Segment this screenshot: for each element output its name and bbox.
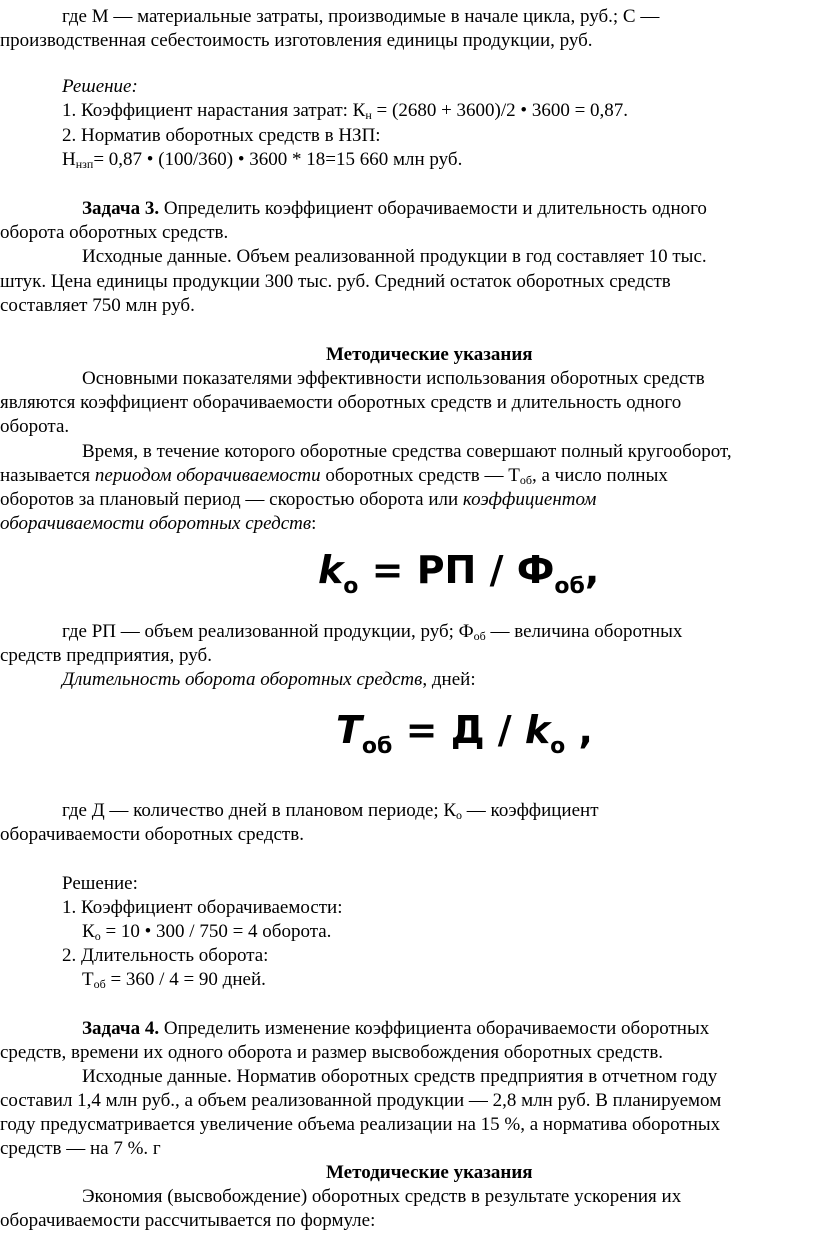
formula-turnover-ratio: $k_o$ = РП / $Ф_{об}$, [318, 548, 600, 599]
solution-step-3: $Н_{нзп}= 0,87$ • (100/360) • 3600 * 18=15 660 млн руб. [62, 149, 463, 171]
solution-step-1: 1. Коэффициент нарастания затрат: $К_н = (2680 + 3600)/2$ • 3600 = 0,87. [62, 100, 629, 122]
explain1-line1: где РП — объем реализованной продукции, руб; $Ф_{об}$ — величина оборотных [62, 621, 683, 643]
task3-data-2: штук. Цена единицы продукции 300 тыс. руб. Средний остаток оборотных средств [0, 271, 671, 292]
explain2-line2: оборачиваемости оборотных средств. [0, 824, 304, 845]
task3-title: Задача 3. Определить коэффициент оборачиваемости и длительность одного [82, 198, 707, 219]
solution2-heading: Решение: [62, 873, 138, 894]
explain1-line2: средств предприятия, руб. [0, 645, 212, 666]
solution2-step-1: 1. Коэффициент оборачиваемости: [62, 897, 343, 918]
intro-line-2: производственная себестоимость изготовления единицы продукции, руб. [0, 30, 593, 51]
task4-data-3: году предусматривается увеличение объема реализации на 15 %, а норматива оборотных [0, 1114, 721, 1135]
task3-data-3: составляет 750 млн руб. [0, 295, 195, 316]
solution-heading: Решение: [62, 76, 138, 97]
guide2-p1-line2: оборачиваемости рассчитывается по формуле: [0, 1210, 376, 1231]
task3-title-cont: оборота оборотных средств. [0, 222, 229, 243]
task4-title: Задача 4. Определить изменение коэффициента оборачиваемости оборотных [82, 1018, 710, 1039]
guide1-p2-line4: оборачиваемости оборотных средств: [0, 513, 317, 534]
guide1-p1-line2: являются коэффициент оборачиваемости оборотных средств и длительность одного [0, 392, 682, 413]
intro-line-1: где М — материальные затраты, производимые в начале цикла, руб.; С — [62, 6, 660, 27]
guide1-p2-line1: Время, в течение которого оборотные средства совершают полный кругооборот, [82, 441, 732, 462]
solution2-step-2: 2. Длительность оборота: [62, 945, 269, 966]
solution-step-2: 2. Норматив оборотных средств в НЗП: [62, 125, 381, 146]
formula-turnover-duration: $T_{об} = Д / k_o$ , [336, 708, 593, 759]
task4-data-2: составил 1,4 млн руб., а объем реализованной продукции — 2,8 млн руб. В планируемом [0, 1090, 722, 1111]
task3-data-1: Исходные данные. Объем реализованной продукции в год составляет 10 тыс. [82, 246, 707, 267]
guide1-p2-line2: называется периодом оборачиваемости оборотных средств — $Т_{об}$, а число полных [0, 465, 668, 487]
task4-data-1: Исходные данные. Норматив оборотных средств предприятия в отчетном году [82, 1066, 718, 1087]
guide-heading-2: Методические указания [326, 1162, 533, 1183]
guide1-p2-line3: оборотов за плановый период — скоростью оборота или коэффициентом [0, 489, 597, 510]
solution2-calc-1: $К_о = 10$ • 300 / 750 = 4 оборота. [82, 921, 332, 943]
guide-heading-1: Методические указания [326, 344, 533, 365]
explain1-line3: Длительность оборота оборотных средств, дней: [62, 669, 476, 690]
guide2-p1-line1: Экономия (высвобождение) оборотных средств в результате ускорения их [82, 1186, 682, 1207]
guide1-p1-line3: оборота. [0, 416, 70, 437]
explain2-line1: где Д — количество дней в плановом периоде; $К_о$ — коэффициент [62, 800, 599, 822]
task4-title-cont: средств, времени их одного оборота и размер высвобождения оборотных средств. [0, 1042, 664, 1063]
guide1-p1-line1: Основными показателями эффективности использования оборотных средств [82, 368, 705, 389]
task4-data-4: средств — на 7 %. г [0, 1138, 161, 1159]
solution2-calc-2: $Т_{об} = 360 / 4 = 90$ дней. [82, 969, 266, 991]
